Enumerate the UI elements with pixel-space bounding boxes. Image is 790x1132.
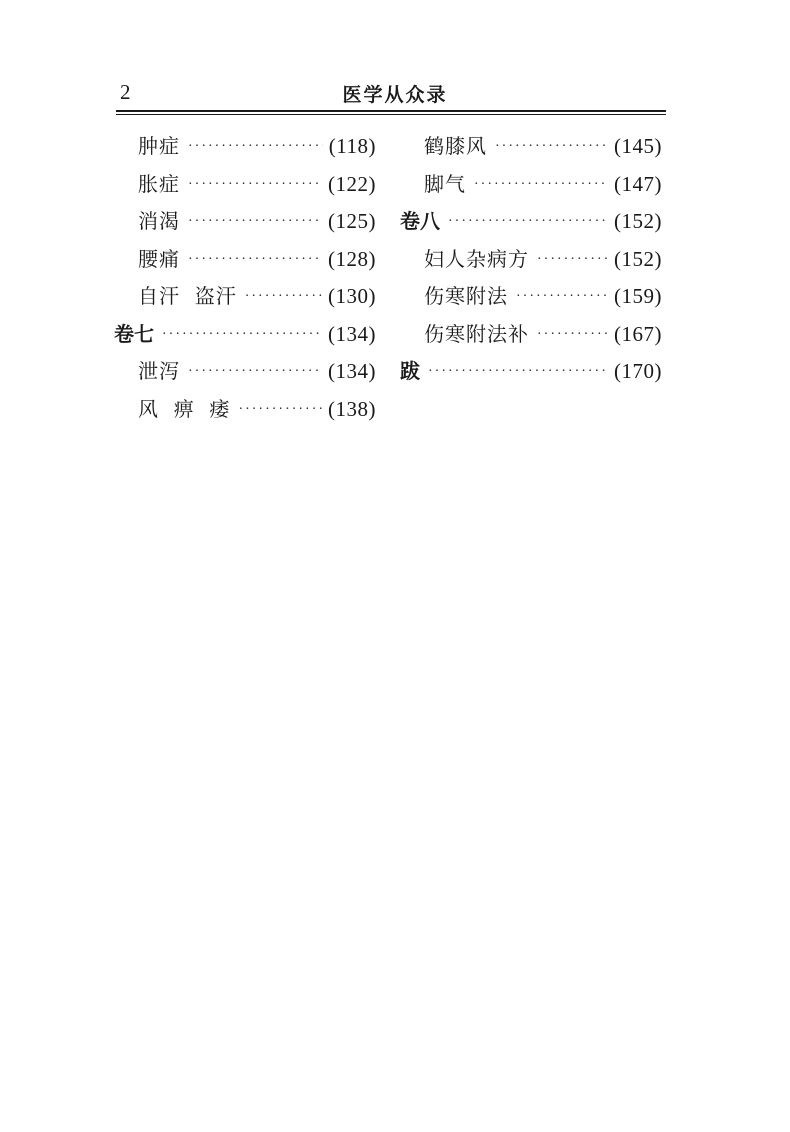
toc-entry[interactable] — [400, 278, 662, 316]
toc-entry-title: 泄泻 — [138, 359, 180, 383]
toc-entry-title: 风 痹 痿 — [138, 396, 231, 421]
page-number: 2 — [120, 80, 131, 104]
toc-dot-leader — [495, 128, 608, 166]
toc-dot-leader — [245, 278, 322, 316]
toc-column-right — [400, 128, 662, 391]
toc-entry-title: 脚气 — [424, 171, 466, 196]
toc-entry-page: (122) — [328, 171, 376, 196]
toc-dot-leader — [516, 278, 608, 316]
toc-entry-title: 消渴 — [138, 209, 180, 233]
toc-entry-page: (118) — [328, 134, 376, 158]
toc-volume-title: 跋 — [400, 359, 420, 383]
toc-dot-leader — [428, 353, 608, 391]
toc-dot-leader — [188, 128, 323, 166]
toc-entry-page: (159) — [614, 284, 662, 308]
toc-entry[interactable] — [114, 128, 376, 166]
toc-entry-title: 腰痛 — [138, 246, 180, 271]
toc-entry-title: 伤寒附法 — [424, 284, 508, 308]
toc-volume-heading[interactable] — [400, 353, 662, 391]
toc-dot-leader — [238, 391, 322, 429]
toc-dot-leader — [474, 166, 608, 204]
toc-dot-leader — [188, 241, 322, 279]
toc-entry-page: (152) — [614, 246, 662, 271]
toc-dot-leader — [537, 316, 608, 354]
toc-entry[interactable] — [400, 316, 662, 354]
toc-entry-title: 伤寒附法补 — [424, 321, 529, 346]
toc-volume-title: 卷七 — [114, 321, 154, 346]
book-title: 医学从众录 — [342, 84, 448, 106]
toc-entry[interactable] — [114, 391, 376, 429]
toc-entry-title: 胀症 — [138, 171, 180, 196]
toc-entry[interactable] — [114, 241, 376, 279]
toc-dot-leader — [188, 203, 322, 241]
toc-volume-heading[interactable] — [400, 203, 662, 241]
toc-volume-heading[interactable] — [114, 316, 376, 354]
toc-entry[interactable] — [114, 278, 376, 316]
toc-entry[interactable] — [400, 128, 662, 166]
toc-dot-leader — [188, 353, 322, 391]
toc-entry[interactable] — [114, 203, 376, 241]
toc-column-left — [114, 128, 376, 428]
header-rule-thick — [116, 110, 666, 112]
toc-entry[interactable] — [400, 241, 662, 279]
toc-entry-title: 妇人杂病方 — [424, 246, 529, 271]
toc-entry-page: (130) — [328, 284, 376, 308]
toc-entry-title: 鹤膝风 — [424, 134, 487, 158]
toc-entry-page: (147) — [614, 171, 662, 196]
toc-entry-title: 自汗 盗汗 — [138, 284, 237, 308]
toc-entry-page: (138) — [328, 396, 376, 421]
toc-entry-page: (134) — [328, 359, 376, 383]
toc-entry-page: (170) — [614, 359, 662, 383]
toc-entry-page: (167) — [614, 321, 662, 346]
toc-dot-leader — [537, 241, 608, 279]
toc-entry-title: 肿症 — [138, 134, 180, 158]
toc-entry-page: (134) — [328, 321, 376, 346]
toc-dot-leader — [188, 166, 322, 204]
toc-entry-page: (125) — [328, 209, 376, 233]
toc-dot-leader — [448, 203, 608, 241]
toc-entry-page: (128) — [328, 246, 376, 271]
toc-volume-title: 卷八 — [400, 209, 440, 233]
toc-dot-leader — [162, 316, 322, 354]
header-rule-thin — [116, 114, 666, 115]
toc-entry-page: (152) — [614, 209, 662, 233]
toc-entry[interactable] — [114, 166, 376, 204]
toc-entry-page: (145) — [614, 134, 662, 158]
toc-entry[interactable] — [114, 353, 376, 391]
toc-entry[interactable] — [400, 166, 662, 204]
